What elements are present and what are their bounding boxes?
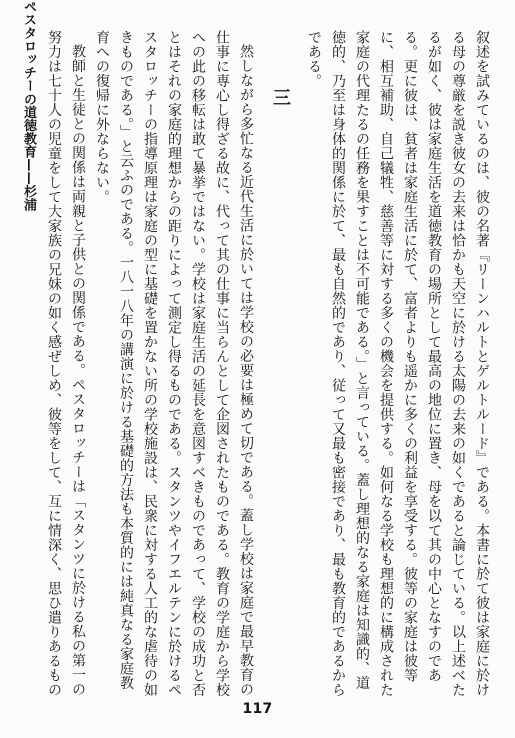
- page-number: 117: [242, 701, 273, 717]
- paragraph-3: 教師と生徒との関係は両親と子供との関係である。ペスタロッチーは「スタンツに於ける私の第一の努力は七十人の児童をして大家族の兄妹の如く感ぜしめ、彼等をして、互に情深く、思ひ遣りあるもの: [46, 30, 86, 697]
- paragraph-1: 叙述を試みているのは、彼の名著『リーンハルトとゲルトルード』である。本書に於て彼は家庭に於ける母の尊厳を説き彼女の去来は恰かも天空に於ける太陽の去来の如くであると論じている。以上述べたるが如く、彼は家庭生活を道徳教育の場所として最高の地位に置き、母を以て其の中心となすのである。更に彼は、貧者は家庭生活に於て、富者よりも遥かに多くの利益を享受する。彼等の家庭は彼等に、相互補助、自己犠牲、慈善等に対する多くの機会を提供する。如何なる学校も理想的に構成された家庭の代理たるの任務を果すことは不可能である。」と言っている。蓋し理想的なる家庭は知識的、道徳的、乃至は身体的関係に於て、最も自然的であり、従って又最も密接であり、最も教育的であるからである。: [306, 30, 490, 697]
- running-header: ペスタロッチーの道徳教育——杉浦: [21, 0, 36, 212]
- body-text: [46, 30, 494, 698]
- paragraph-2: 然しながら多忙なる近代生活に於いては学校の必要は極めて切である。蓋し学校は家庭で最早教育の仕事に専心し得ざる故に、代って其の仕事に当らんとして企図されたものである。教育の学庭から学校への此の移転は敢て暴挙ではない。学校は家庭生活の延長を意図すべきものであって、学校の成功と否とはそれの家庭的理想からの距りによって測定し得るものである。スタンツやイフエルテンに於けるペスタロッチーの指導原理は家庭の型に基礎を置かない所の学校施設は、民衆に対する人工的な虐待の如きものである。」と云ふのである。一八一八年の講演に於ける基礎的方法も本質的には純真なる家庭教育への復帰に外ならない。: [94, 30, 254, 697]
- section-number: 三: [270, 88, 291, 107]
